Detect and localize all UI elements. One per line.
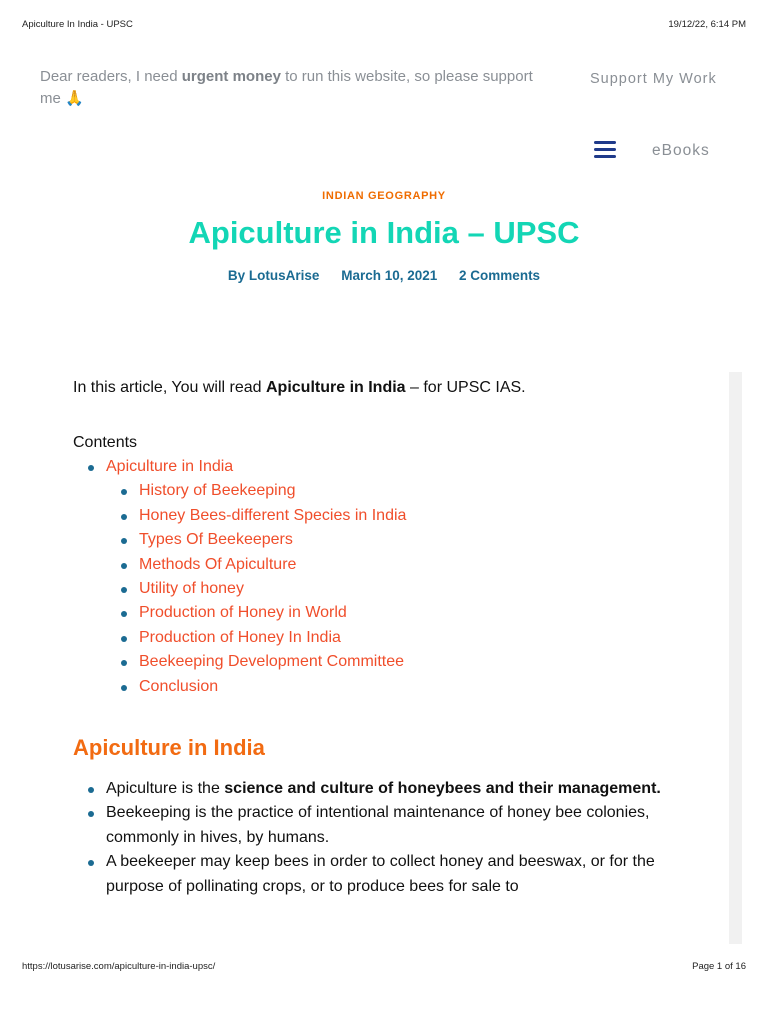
intro-text-end: – for UPSC IAS.: [405, 379, 526, 396]
table-of-contents: [73, 455, 713, 699]
author-link[interactable]: By LotusArise: [227, 268, 320, 283]
section-heading: Apiculture in India: [73, 735, 265, 760]
bullet-item: Beekeeping is the practice of intentional maintenance of honey bee colonies, commonly in hives, by humans.: [106, 801, 706, 850]
notice-text-end: to run this website, so please support me 🙏: [40, 68, 533, 107]
print-footer: [22, 961, 746, 975]
toc-item-apiculture-in-india[interactable]: [106, 455, 713, 699]
ebooks-link[interactable]: eBooks: [652, 142, 710, 159]
toc-item[interactable]: Utility of honey: [139, 577, 713, 601]
comments-link[interactable]: 2 Comments: [459, 268, 541, 283]
post-date[interactable]: March 10, 2021: [341, 268, 438, 283]
intro-paragraph: [73, 376, 713, 400]
bullet-item: A beekeeper may keep bees in order to collect honey and beeswax, or for the purpose of pollinating crops, or to produce bees for sale to: [106, 850, 706, 899]
print-url: https://lotusarise.com/apiculture-in-india-upsc/: [22, 961, 216, 972]
toc-item[interactable]: Conclusion: [139, 675, 713, 699]
notice-bold-text: urgent money: [181, 68, 281, 85]
donation-notice: [40, 66, 540, 110]
toc-item[interactable]: Methods Of Apiculture: [139, 553, 713, 577]
notice-text: Dear readers, I need: [40, 68, 182, 85]
support-my-work-link[interactable]: Support My Work: [590, 71, 717, 87]
toc-label: Contents: [73, 434, 138, 451]
toc-item[interactable]: Honey Bees-different Species in India: [139, 504, 713, 528]
hamburger-menu-icon[interactable]: [594, 141, 616, 159]
toc-item[interactable]: Types Of Beekeepers: [139, 528, 713, 552]
bullet-text: Apiculture is the: [106, 780, 225, 797]
page-title: Apiculture in India – UPSC: [188, 215, 580, 250]
print-page-number: Page 1 of 16: [692, 961, 746, 972]
toc-item[interactable]: Production of Honey in World: [139, 601, 713, 625]
bullet-item: [106, 777, 706, 801]
post-meta: [0, 268, 768, 283]
print-page-title: Apiculture In India - UPSC: [22, 19, 133, 30]
toc-sublist: [106, 479, 713, 699]
toc-link[interactable]: Apiculture in India: [106, 458, 234, 475]
print-timestamp: 19/12/22, 6:14 PM: [668, 19, 746, 30]
category-link[interactable]: INDIAN GEOGRAPHY: [322, 190, 446, 202]
toc-item[interactable]: History of Beekeeping: [139, 479, 713, 503]
section-bullets: [106, 777, 706, 899]
bullet-bold: science and culture of honeybees and their management.: [224, 780, 661, 797]
scrollbar[interactable]: [729, 372, 742, 944]
intro-bold: Apiculture in India: [266, 379, 406, 396]
toc-item[interactable]: Production of Honey In India: [139, 626, 713, 650]
print-header: [22, 19, 746, 33]
intro-text: In this article, You will read: [73, 379, 266, 396]
article-body: [73, 376, 713, 699]
toc-item[interactable]: Beekeeping Development Committee: [139, 650, 713, 674]
